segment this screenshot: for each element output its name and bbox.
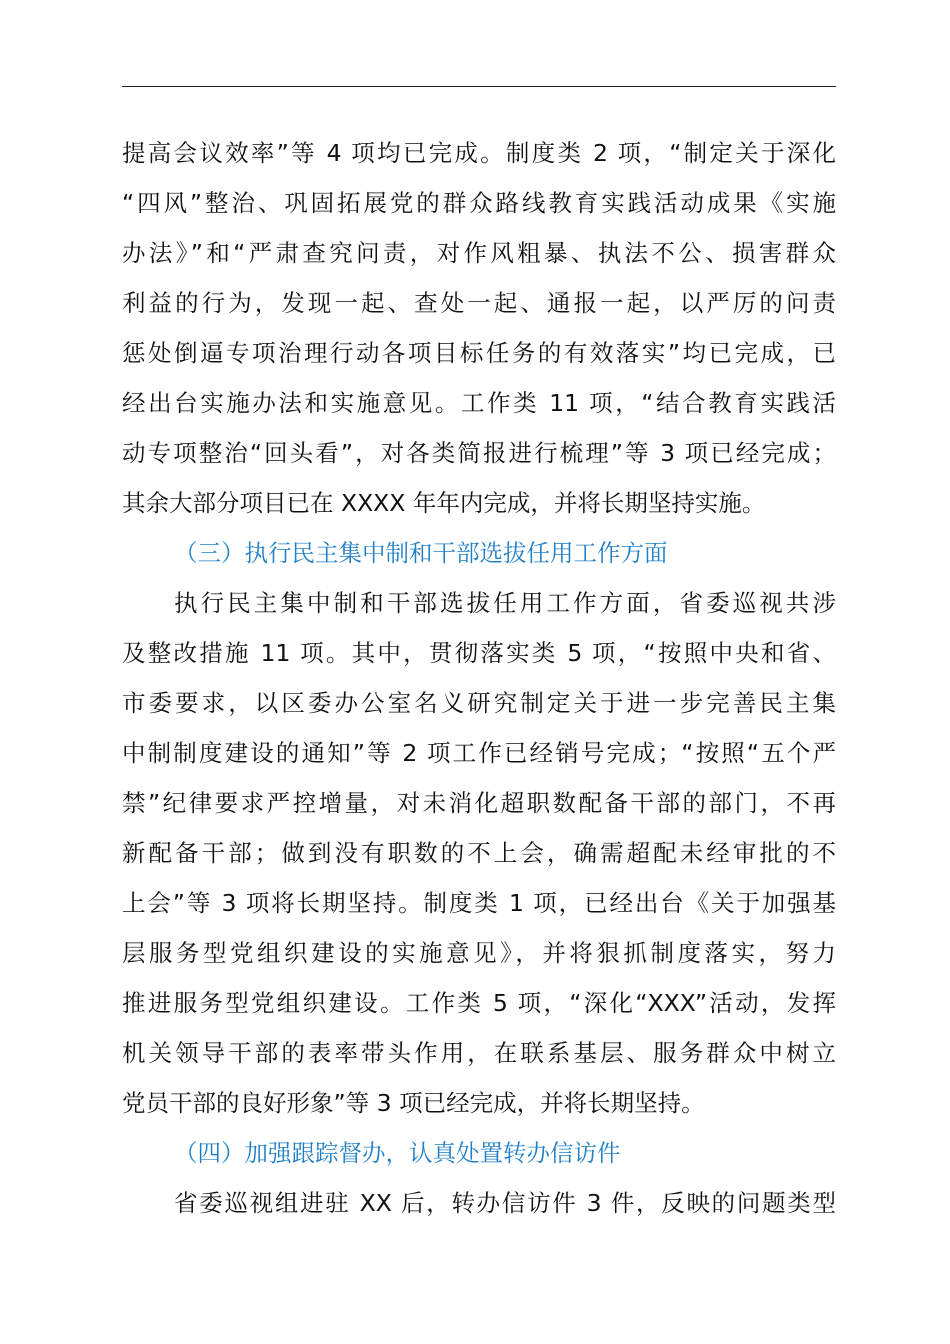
paragraph-line: 党员干部的良好形象”等 3 项已经完成，并将长期坚持。 [122, 1089, 705, 1117]
header-rule [122, 86, 836, 87]
paragraph-line: 中制制度建设的通知”等 2 项工作已经销号完成；“按照“五个严 [122, 739, 836, 767]
paragraph-line: 动专项整治“回头看”，对各类简报进行梳理”等 3 项已经完成； [122, 439, 836, 467]
paragraph-line: 上会”等 3 项将长期坚持。制度类 1 项，已经出台《关于加强基 [122, 889, 836, 917]
section-heading-3: （三）执行民主集中制和干部选拔任用工作方面 [174, 539, 668, 567]
paragraph-line: 惩处倒逼专项治理行动各项目标任务的有效落实”均已完成，已 [122, 339, 836, 367]
paragraph-line: 推进服务型党组织建设。工作类 5 项，“深化“XXX”活动，发挥 [122, 989, 836, 1017]
paragraph-line: 经出台实施办法和实施意见。工作类 11 项，“结合教育实践活 [122, 389, 836, 417]
paragraph-line: 执行民主集中制和干部选拔任用工作方面，省委巡视共涉 [174, 589, 836, 617]
section-heading-4: （四）加强跟踪督办，认真处置转办信访件 [174, 1139, 621, 1167]
paragraph-line: 市委要求，以区委办公室名义研究制定关于进一步完善民主集 [122, 689, 836, 717]
document-body [122, 128, 836, 1228]
paragraph-line: 其余大部分项目已在 XXXX 年年内完成，并将长期坚持实施。 [122, 489, 766, 517]
paragraph-line: 新配备干部；做到没有职数的不上会，确需超配未经审批的不 [122, 839, 836, 867]
paragraph-line: 提高会议效率”等 4 项均已完成。制度类 2 项，“制定关于深化 [122, 139, 836, 167]
paragraph-line: 利益的行为，发现一起、查处一起、通报一起，以严厉的问责 [122, 289, 836, 317]
paragraph-line: 及整改措施 11 项。其中，贯彻落实类 5 项，“按照中央和省、 [122, 639, 836, 667]
paragraph-line: “四风”整治、巩固拓展党的群众路线教育实践活动成果《实施 [122, 189, 836, 217]
paragraph-line: 机关领导干部的表率带头作用，在联系基层、服务群众中树立 [122, 1039, 836, 1067]
paragraph-line: 禁”纪律要求严控增量，对未消化超职数配备干部的部门，不再 [122, 789, 836, 817]
paragraph-line: 省委巡视组进驻 XX 后，转办信访件 3 件，反映的问题类型 [174, 1189, 836, 1217]
paragraph-line: 办法》”和“严肃查究问责，对作风粗暴、执法不公、损害群众 [122, 239, 836, 267]
paragraph-line: 层服务型党组织建设的实施意见》，并将狠抓制度落实，努力 [122, 939, 836, 967]
